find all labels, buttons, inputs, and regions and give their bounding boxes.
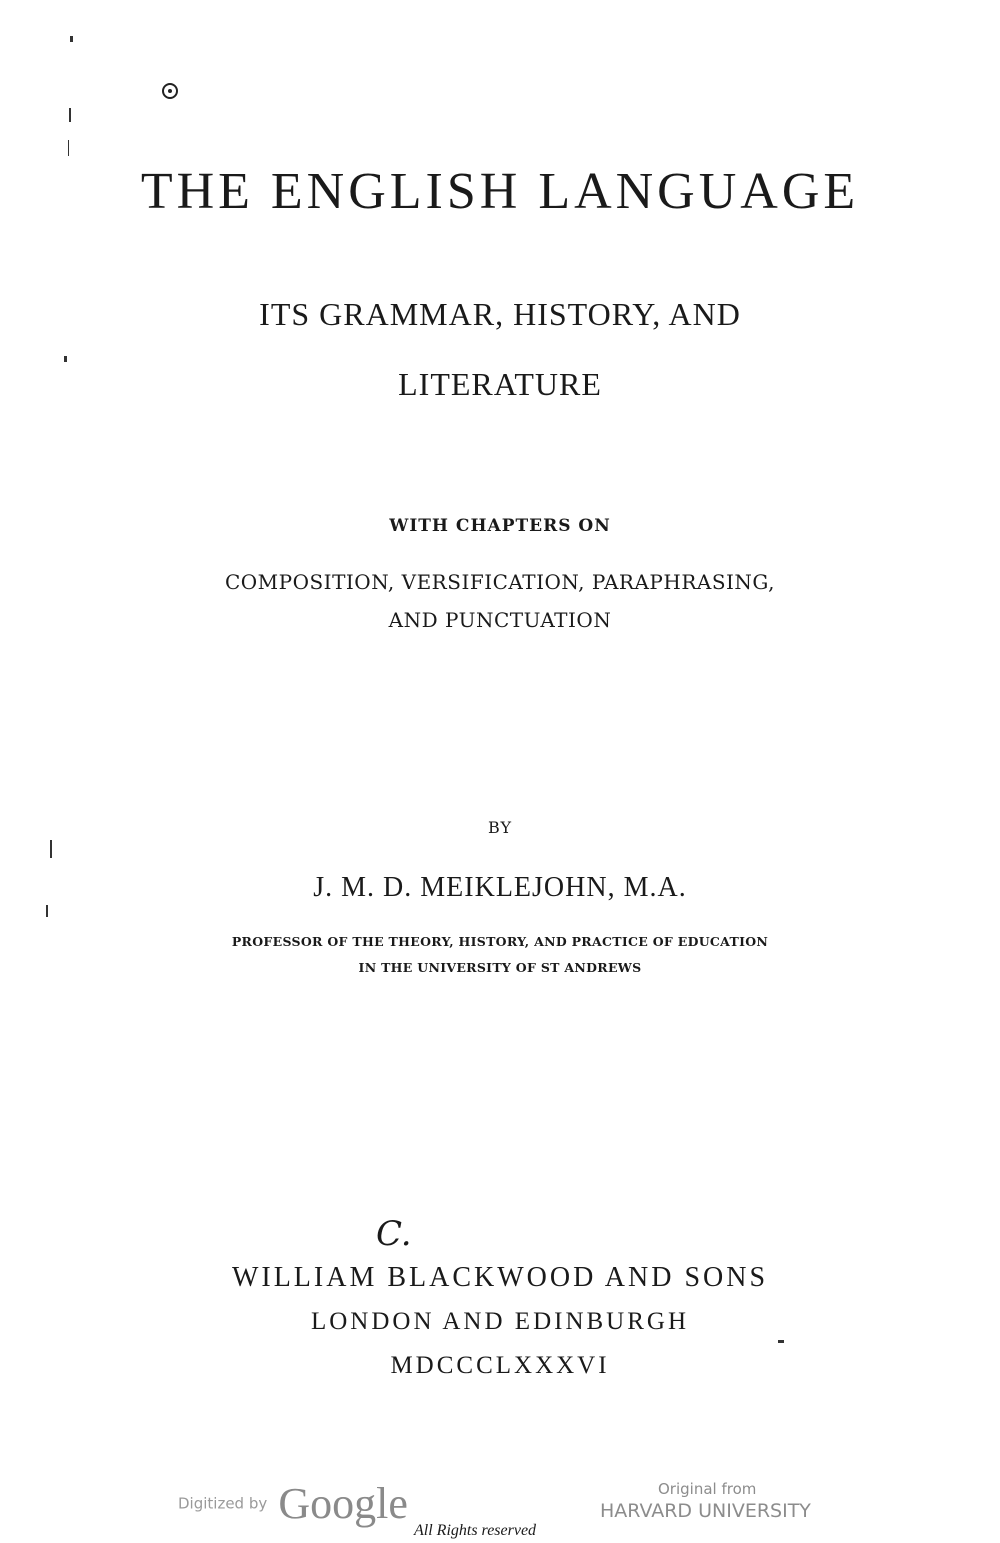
google-logo: Google xyxy=(278,1479,408,1528)
chapters-intro: WITH CHAPTERS ON xyxy=(389,516,611,536)
circle-mark-icon xyxy=(162,83,178,99)
digitized-by-label: Digitized by xyxy=(178,1494,268,1513)
institution-name: HARVARD UNIVERSITY xyxy=(600,1500,811,1522)
original-source-credit xyxy=(600,1480,820,1522)
author-name: J. M. D. MEIKLEJOHN, M.A. xyxy=(313,872,687,903)
chapters-line-2: AND PUNCTUATION xyxy=(388,608,612,632)
scan-speck xyxy=(69,108,71,122)
original-from-label: Original from xyxy=(658,1480,757,1498)
author-role-line-1: PROFESSOR OF THE THEORY, HISTORY, AND PRACTICE OF EDUCATION xyxy=(231,934,769,949)
rights-notice: All Rights reserved xyxy=(414,1522,537,1539)
author-role-line-2: IN THE UNIVERSITY OF ST ANDREWS xyxy=(358,960,642,975)
handwritten-mark: C. xyxy=(376,1214,412,1254)
scan-speck xyxy=(46,905,48,917)
scan-speck xyxy=(50,840,52,858)
book-subtitle-line-2: LITERATURE xyxy=(398,366,602,402)
publisher-name: WILLIAM BLACKWOOD AND SONS xyxy=(231,1262,769,1293)
by-label: BY xyxy=(487,818,513,837)
scan-speck xyxy=(778,1340,784,1343)
scan-speck xyxy=(64,356,67,362)
book-title: THE ENGLISH LANGUAGE xyxy=(140,163,860,220)
publication-year: MDCCCLXXXVI xyxy=(390,1352,610,1379)
publisher-location: LONDON AND EDINBURGH xyxy=(310,1308,690,1335)
scan-speck xyxy=(68,140,69,156)
book-subtitle-line-1: ITS GRAMMAR, HISTORY, AND xyxy=(259,296,741,332)
digitized-by-credit xyxy=(178,1478,408,1528)
scan-speck xyxy=(70,36,73,42)
chapters-line-1: COMPOSITION, VERSIFICATION, PARAPHRASING, xyxy=(224,570,776,594)
